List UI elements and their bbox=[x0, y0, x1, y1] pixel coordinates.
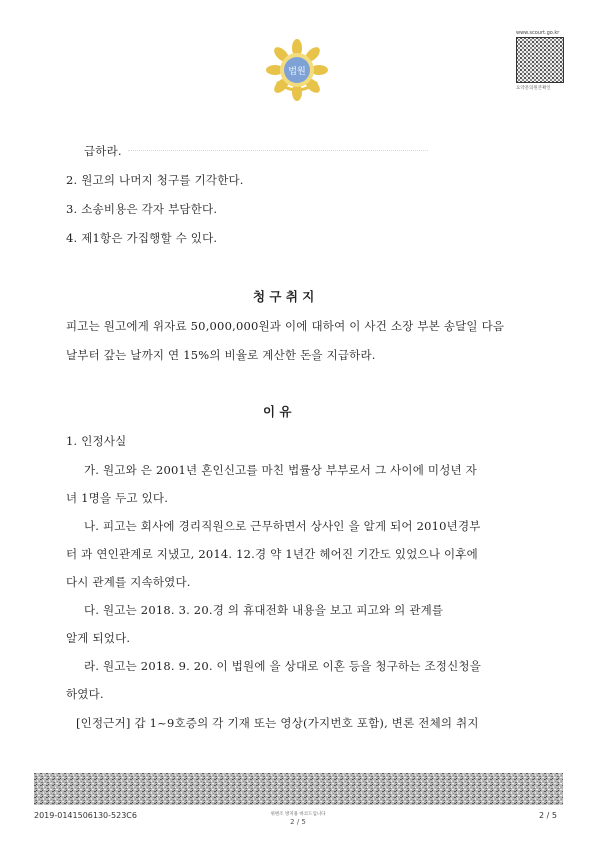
page-number: 2 / 5 bbox=[539, 811, 557, 820]
section-heading-reason: 이 유 bbox=[263, 404, 292, 419]
text-line: 나. 피고는 회사에 경리직원으로 근무하면서 상사인 을 알게 되어 2010년경부 bbox=[84, 519, 481, 533]
text-line: 가. 원고와 은 2001년 혼인신고를 마친 법률상 부부로서 그 사이에 미성년 자 bbox=[84, 463, 477, 477]
redaction-line bbox=[128, 150, 428, 151]
text-line: 피고는 원고에게 위자료 50,000,000원과 이에 대하여 이 사건 소장 부본 송달일 다음 bbox=[66, 319, 505, 333]
page-number-center: 2 / 5 bbox=[290, 818, 306, 826]
text-line: 다. 원고는 2018. 3. 20.경 의 휴대전화 내용을 보고 피고와 의 관계를 bbox=[84, 603, 444, 617]
document-id: 2019-0141506130-523C6 bbox=[34, 811, 137, 820]
text-line: 날부터 갚는 날까지 연 15%의 비율로 계산한 돈을 지급하라. bbox=[66, 348, 376, 362]
text-line: 2. 원고의 나머지 청구를 기각한다. bbox=[66, 173, 244, 187]
text-line: 3. 소송비용은 각자 부담한다. bbox=[66, 202, 218, 216]
text-line: 라. 원고는 2018. 9. 20. 이 법원에 을 상대로 이혼 등을 청구하는 조정신청을 bbox=[84, 659, 482, 673]
qr-caption: 요약문의원본확인 bbox=[516, 86, 551, 91]
section-heading-claim: 청 구 취 지 bbox=[253, 289, 315, 304]
qr-url: www.scourt.go.kr bbox=[516, 30, 560, 36]
text-line: 알게 되었다. bbox=[66, 631, 131, 645]
text-line: 4. 제1항은 가집행할 수 있다. bbox=[66, 231, 218, 245]
barcode-notice: 위변조 방지용 바코드입니다 bbox=[270, 812, 326, 817]
text-line: 녀 1명을 두고 있다. bbox=[66, 491, 169, 505]
text-line: 하였다. bbox=[66, 687, 104, 701]
text-line: 급하라. bbox=[84, 144, 122, 158]
text-line: 터 과 연인관계로 지냈고, 2014. 12.경 약 1년간 헤어진 기간도 있었으나 이후에 bbox=[66, 547, 478, 561]
text-line: 1. 인정사실 bbox=[66, 434, 127, 448]
anti-forgery-barcode bbox=[34, 773, 563, 805]
text-line: [인정근거] 갑 1~9호증의 각 기재 또는 영상(가지번호 포함), 변론 전체의 취지 bbox=[76, 716, 479, 730]
seal-label: 법원 bbox=[288, 66, 306, 77]
qr-code-icon bbox=[516, 37, 564, 83]
text-line: 다시 관계를 지속하였다. bbox=[66, 575, 191, 589]
